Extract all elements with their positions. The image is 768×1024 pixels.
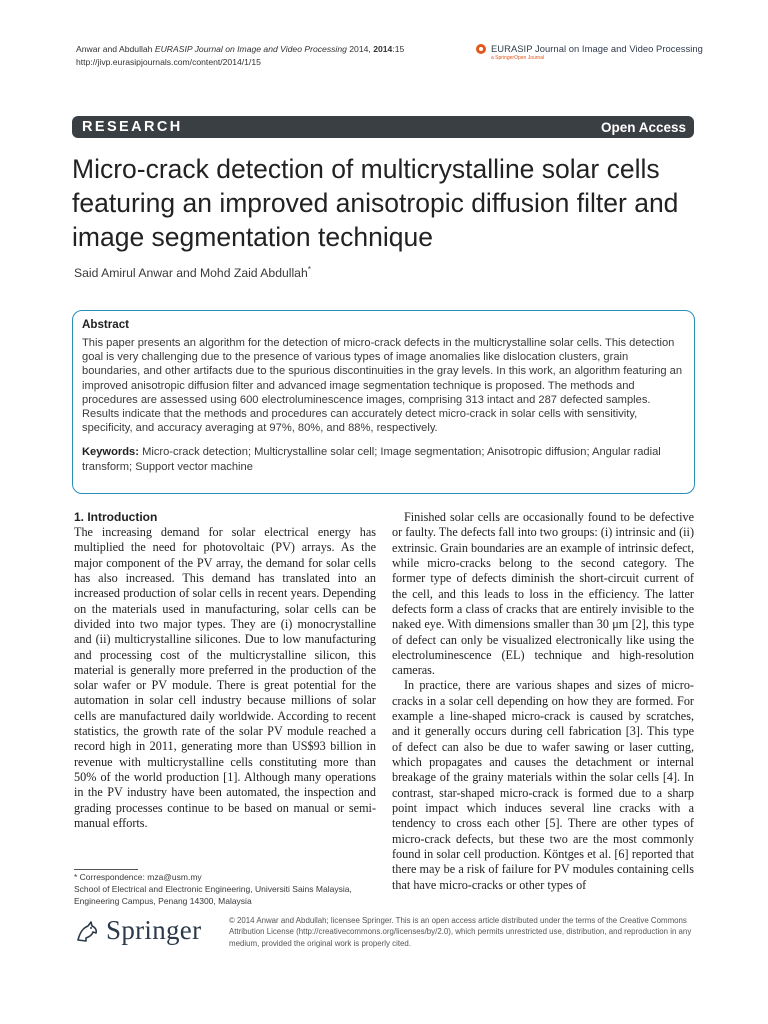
license-statement: © 2014 Anwar and Abdullah; licensee Springer. This is an open access article distributed under the terms of the Creative Commons Attribution License (http://creativecommons.org/licenses/by/2.0), which permits unrestricted use, distribution, and reproduction in any medium, provided the original work is properly cited. <box>229 916 692 948</box>
article-url-link[interactable]: http://jivp.eurasipjournals.com/content/2014/1/15 <box>76 57 261 67</box>
running-header <box>76 43 404 69</box>
paper-title: Micro-crack detection of multicrystalline solar cells featuring an improved anisotropic diffusion filter and image segmentation technique <box>72 154 679 252</box>
intro-paragraph-1: The increasing demand for solar electrical energy has multiplied the need for photovoltaic (PV) arrays. As the major component of the PV array, the demand for solar cells has also increased. This demand has translated into an increased production of solar cells in recent years. Depending on the materials used in manufacturing, solar cells can be divided into two major types. They are (i) monocrystalline and (ii) multicrystalline silicones. Due to low manufacturing and processing cost of the multicrystalline silicon, this material is generally more preferred in the production of the solar wafer or PV module. There is great potential for the automation in solar cell industry because millions of solar cells are manufactured daily worldwide. According to recent statistics, the growth rate of the solar PV module reached a record high in 2011, generating more than US$93 billion in revenue with multicrystalline cells constituting more than 50% of the world production [1]. Although many operations in the PV industry have been automated, the inspection and grading processes continue to be based on manual or semi-manual efforts. <box>74 525 376 830</box>
header-journal: EURASIP Journal on Image and Video Processing <box>154 44 347 54</box>
footnote-divider <box>74 869 138 870</box>
header-authors: Anwar and Abdullah <box>76 44 153 54</box>
research-label: RESEARCH <box>82 119 183 135</box>
abstract-heading: Abstract <box>82 318 130 331</box>
author-list <box>74 265 311 280</box>
journal-logo-subtitle: a SpringerOpen Journal <box>491 55 545 61</box>
springer-horse-icon <box>74 918 100 944</box>
springer-logo <box>74 915 201 946</box>
citation-line <box>76 43 404 56</box>
abstract-box <box>72 310 695 494</box>
header-volume: 2014 <box>373 44 393 54</box>
open-access-label: Open Access <box>600 119 686 135</box>
correspondence-footnote <box>74 871 374 908</box>
correspondence-affiliation: School of Electrical and Electronic Engineering, Universiti Sains Malaysia, Engineering Campus, Penang 14300, Malaysia <box>74 884 352 907</box>
body-column-left <box>74 510 376 831</box>
author-names: Said Amirul Anwar and Mohd Zaid Abdullah <box>74 266 308 281</box>
journal-logo <box>476 43 706 61</box>
springer-wordmark: Springer <box>106 915 202 945</box>
springeropen-logo-icon <box>476 44 486 54</box>
keywords-list: Micro-crack detection; Multicrystalline solar cell; Image segmentation; Anisotropic diffusion; Angular radial transform; Support vector machine <box>82 446 661 473</box>
header-year: 2014, <box>349 44 371 54</box>
corresponding-mark: * <box>307 265 311 274</box>
correspondence-email[interactable]: * Correspondence: mza@usm.my <box>74 872 202 882</box>
article-type-banner <box>72 116 694 138</box>
intro-paragraph-2: Finished solar cells are occasionally found to be defective or faulty. The defects fall into two groups: (i) intrinsic and (ii) extrinsic. Grain boundaries are an example of intrinsic defect, while micro-cracks belong to the second category. The former type of defects diminish the short-circuit current of the cell, and this leads to loss in the efficiency. The latter defects form a class of cracks that are entirely invisible to the naked eye. With dimensions smaller than 30 μm [2], this type of defect can only be visualized electronically like using the electroluminescence (EL) technique and high-resolution cameras. <box>392 510 694 678</box>
keywords-label: Keywords: <box>82 446 139 459</box>
section-heading-introduction: 1. Introduction <box>74 510 158 524</box>
journal-logo-name: EURASIP Journal on Image and Video Processing <box>491 43 703 54</box>
header-article: :15 <box>392 44 405 54</box>
keywords <box>82 445 685 473</box>
body-column-right <box>392 510 694 893</box>
abstract-text: This paper presents an algorithm for the detection of micro-crack defects in the multicrystalline solar cells. This detection goal is very challenging due to the presence of various types of image anomalies like dislocation clusters, grain boundaries, and other artifacts due to the spurious discontinuities in the gray levels. In this work, an algorithm featuring an improved anisotropic diffusion filter and advanced image segmentation technique is proposed. The methods and procedures are assessed using 600 electroluminescence images, comprising 313 intact and 287 defected samples. Results indicate that the methods and procedures can accurately detect micro-crack in solar cells with sensitivity, specificity, and accuracy averaging at 97%, 80%, and 88%, respectively. <box>82 337 683 435</box>
intro-paragraph-3: In practice, there are various shapes and sizes of micro-cracks in a solar cell depending on how they are formed. For example a line-shaped micro-crack is caused by scratches, and it generally occurs during cell fabrication [3]. This type of defect can also be due to wafer sawing or laser cutting, which propagates and causes the detachment or internal breakage of the grainy materials within the solar cells [4]. In contrast, star-shaped micro-crack is formed due to a sharp point impact which induces several line cracks with a tendency to cross each other [5]. There are other types of micro-crack defects, but these two are the most commonly found in solar cell production. Köntges et al. [6] reported that there may be a risk of failure for PV modules containing cells that have micro-cracks or other types of <box>392 678 694 892</box>
